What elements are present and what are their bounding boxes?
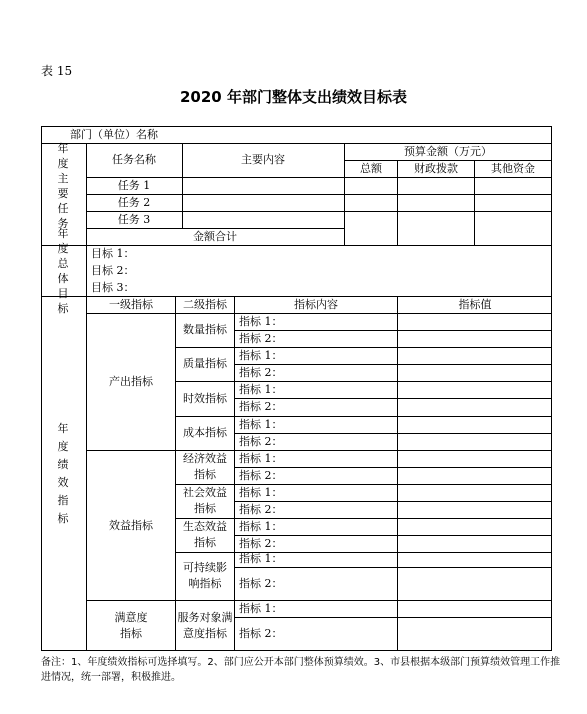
indicator-item-label: 指标 1： (239, 349, 283, 362)
task-name-header: 任务名称 (112, 153, 156, 166)
goal-item: 目标 2： (91, 264, 135, 277)
level1-label: 产出指标 (109, 375, 153, 388)
indicator-item-label: 指标 2： (239, 332, 283, 345)
indicator-item-label: 指标 2： (239, 503, 283, 516)
indicator-item-label: 指标 1： (239, 452, 283, 465)
level2-label: 质量指标 (183, 357, 227, 370)
content-header: 主要内容 (241, 153, 285, 166)
task-row-label: 任务 3 (117, 213, 151, 226)
performance-target-table (41, 126, 552, 651)
goal-item: 目标 1： (91, 247, 135, 260)
level2-label: 成本指标 (183, 426, 227, 439)
level2-label: 社会效益指标 (183, 486, 227, 515)
indicator-item-label: 指标 1： (239, 486, 283, 499)
content-header: 指标内容 (294, 298, 338, 311)
tasks-section-label: 年度主要任务 (57, 142, 69, 230)
fiscal-header: 财政拨款 (414, 162, 458, 175)
sum-label: 金额合计 (193, 230, 237, 243)
footnote: 备注：1、年度绩效指标可选择填写。2、部门应公开本部门整体预算绩效。3、市县根据本级部门预算绩效管理工作推进情况，统一部署，积极推进。 (41, 657, 561, 683)
level2-label: 生态效益指标 (183, 520, 227, 549)
level2-label: 经济效益指标 (183, 452, 227, 481)
value-header: 指标值 (458, 298, 492, 311)
indicator-item-label: 指标 2： (239, 469, 283, 482)
level1-label: 满意度指标 (114, 611, 148, 640)
task-row-label: 任务 2 (117, 196, 151, 209)
indicator-item-label: 指标 2： (239, 577, 283, 590)
total-header: 总额 (360, 162, 382, 175)
indicator-item-label: 指标 2： (239, 366, 283, 379)
indicator-item-label: 指标 1： (239, 520, 283, 533)
indicator-item-label: 指标 2： (239, 537, 283, 550)
indicator-item-label: 指标 2： (239, 400, 283, 413)
indicator-item-label: 指标 1： (239, 315, 283, 328)
budget-header: 预算金额（万元） (404, 145, 492, 158)
indicator-item-label: 指标 1： (239, 552, 283, 565)
level2-header: 二级指标 (183, 298, 227, 311)
level1-label: 效益指标 (109, 519, 153, 532)
task-row-label: 任务 1 (117, 179, 151, 192)
dept-label: 部门（单位）名称 (70, 128, 158, 141)
goals-section-label: 年度总体目标 (57, 227, 69, 315)
level2-label: 数量指标 (183, 323, 227, 336)
indicator-item-label: 指标 1： (239, 418, 283, 431)
other-header: 其他资金 (491, 162, 535, 175)
goal-item: 目标 3： (91, 281, 135, 294)
indicator-item-label: 指标 1： (239, 383, 283, 396)
level2-label: 时效指标 (183, 392, 227, 405)
level2-label: 服务对象满意度指标 (177, 611, 233, 640)
indicator-item-label: 指标 2： (239, 627, 283, 640)
level2-label: 可持续影响指标 (183, 561, 227, 590)
indicators-section-label: 年度绩效指标 (57, 422, 69, 525)
level1-header: 一级指标 (109, 298, 153, 311)
table-number: 表 15 (41, 64, 73, 78)
indicator-item-label: 指标 1： (239, 602, 283, 615)
indicator-item-label: 指标 2： (239, 435, 283, 448)
page-title: 2020 年部门整体支出绩效目标表 (180, 88, 407, 106)
